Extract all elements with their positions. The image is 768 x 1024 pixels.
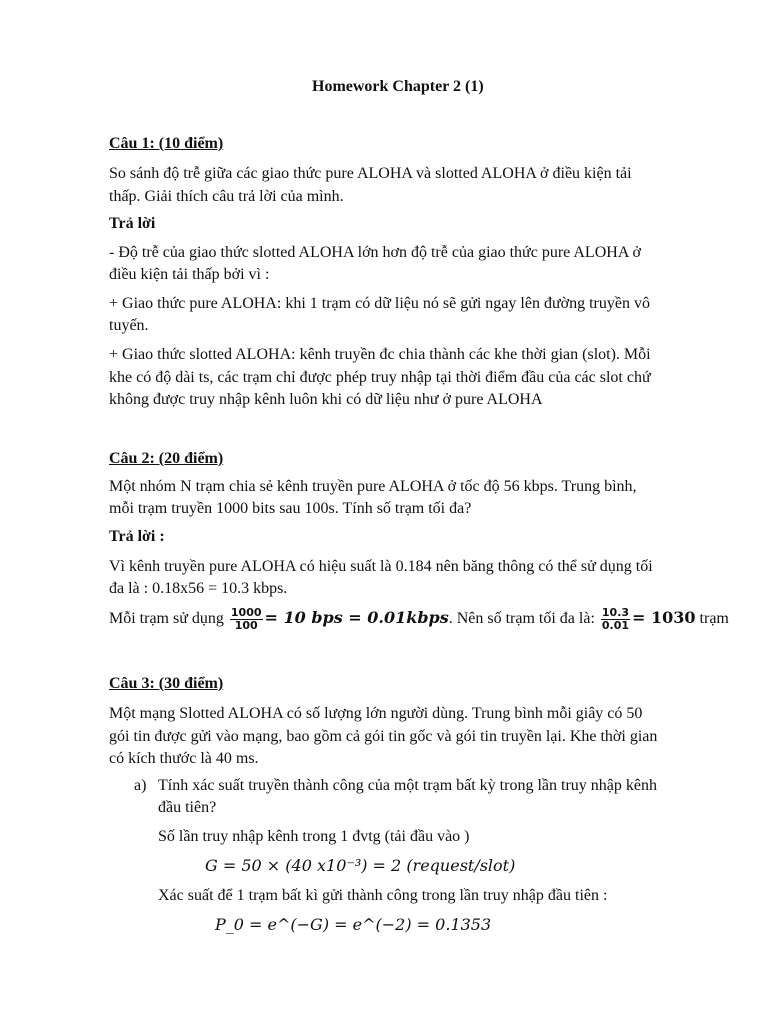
q1-answer-line: - Độ trễ của giao thức slotted ALOHA lớn hơn độ trễ của giao thức pure ALOHA ở [109, 244, 641, 261]
formula-p0: P_0 = e^(−G) = e^(−2) = 0.1353 [215, 915, 492, 934]
q1-answer-line: không được truy nhập kênh luôn khi có dữ liệu như ở pure ALOHA [109, 391, 543, 408]
q1-question-line: thấp. Giải thích câu trả lời của mình. [109, 188, 344, 205]
q1-answer-line: điều kiện tải thấp bởi vì : [109, 266, 270, 283]
q1-question-line: So sánh độ trễ giữa các giao thức pure ALOHA và slotted ALOHA ở điều kiện tải [109, 165, 632, 182]
q2-heading: Câu 2: (20 điểm) [109, 450, 224, 467]
q2-answer-line: đa là : 0.18x56 = 10.3 kbps. [109, 580, 288, 597]
q1-heading: Câu 1: (10 điểm) [109, 135, 224, 152]
fraction-denominator: 0.01 [601, 618, 630, 632]
formula-suffix: trạm [699, 610, 729, 627]
q3-question-line: có kích thước là 40 ms. [109, 750, 259, 767]
formula-prefix: Mỗi trạm sử dụng [109, 610, 224, 627]
q2-question-line: mỗi trạm truyền 1000 bits sau 100s. Tính số trạm tối đa? [109, 500, 472, 517]
formula-g: G = 50 × (40 x10⁻³) = 2 (request/slot) [205, 856, 516, 875]
q1-answer-line: khe có độ dài ts, các trạm chỉ được phép truy nhập tại thời điểm đầu của các slot chứ [109, 369, 651, 386]
fraction-numerator: 10.3 [601, 605, 630, 619]
fraction-10-3-over-0-01 [601, 607, 630, 632]
part-a-marker: a) [134, 777, 147, 794]
q3-text-line: Xác suất để 1 trạm bất kì gửi thành công trong lần truy nhập đầu tiên : [158, 887, 608, 904]
formula-middle: . Nên số trạm tối đa là: [448, 610, 595, 627]
formula-eq2: = 1030 [632, 608, 696, 627]
q1-answer-line: + Giao thức slotted ALOHA: kênh truyền đc chia thành các khe thời gian (slot). Mỗi [109, 346, 651, 363]
q1-answer-line: tuyến. [109, 317, 149, 334]
fraction-numerator: 1000 [230, 605, 262, 619]
part-a-line: đầu tiên? [158, 799, 217, 816]
part-a-line: Tính xác suất truyền thành công của một trạm bất kỳ trong lần truy nhập kênh [158, 777, 657, 794]
q3-heading: Câu 3: (30 điểm) [109, 675, 224, 692]
fraction-denominator: 100 [234, 618, 258, 632]
q2-answer-line: Vì kênh truyền pure ALOHA có hiệu suất là 0.184 nên băng thông có thể sử dụng tối [109, 558, 653, 575]
q2-formula-line [109, 604, 729, 633]
q2-question-line: Một nhóm N trạm chia sẻ kênh truyền pure ALOHA ở tốc độ 56 kbps. Trung bình, [109, 478, 637, 495]
formula-eq1: = 10 bps = 0.01kbps [264, 608, 449, 627]
q3-question-line: Một mạng Slotted ALOHA có số lượng lớn người dùng. Trung bình mỗi giây có 50 [109, 705, 643, 722]
fraction-1000-over-100 [230, 607, 263, 632]
q1-answer-line: + Giao thức pure ALOHA: khi 1 trạm có dữ liệu nó sẽ gửi ngay lên đường truyền vô [109, 295, 650, 312]
q3-text-line: Số lần truy nhập kênh trong 1 đvtg (tải đầu vào ) [158, 828, 470, 845]
q1-answer-label: Trả lời [109, 215, 156, 232]
q3-question-line: gói tin được gửi vào mạng, bao gồm cả gói tin gốc và gói tin truyền lại. Khe thời gian [109, 728, 658, 745]
document-title: Homework Chapter 2 (1) [312, 78, 484, 95]
q2-answer-label: Trả lời : [109, 528, 165, 545]
